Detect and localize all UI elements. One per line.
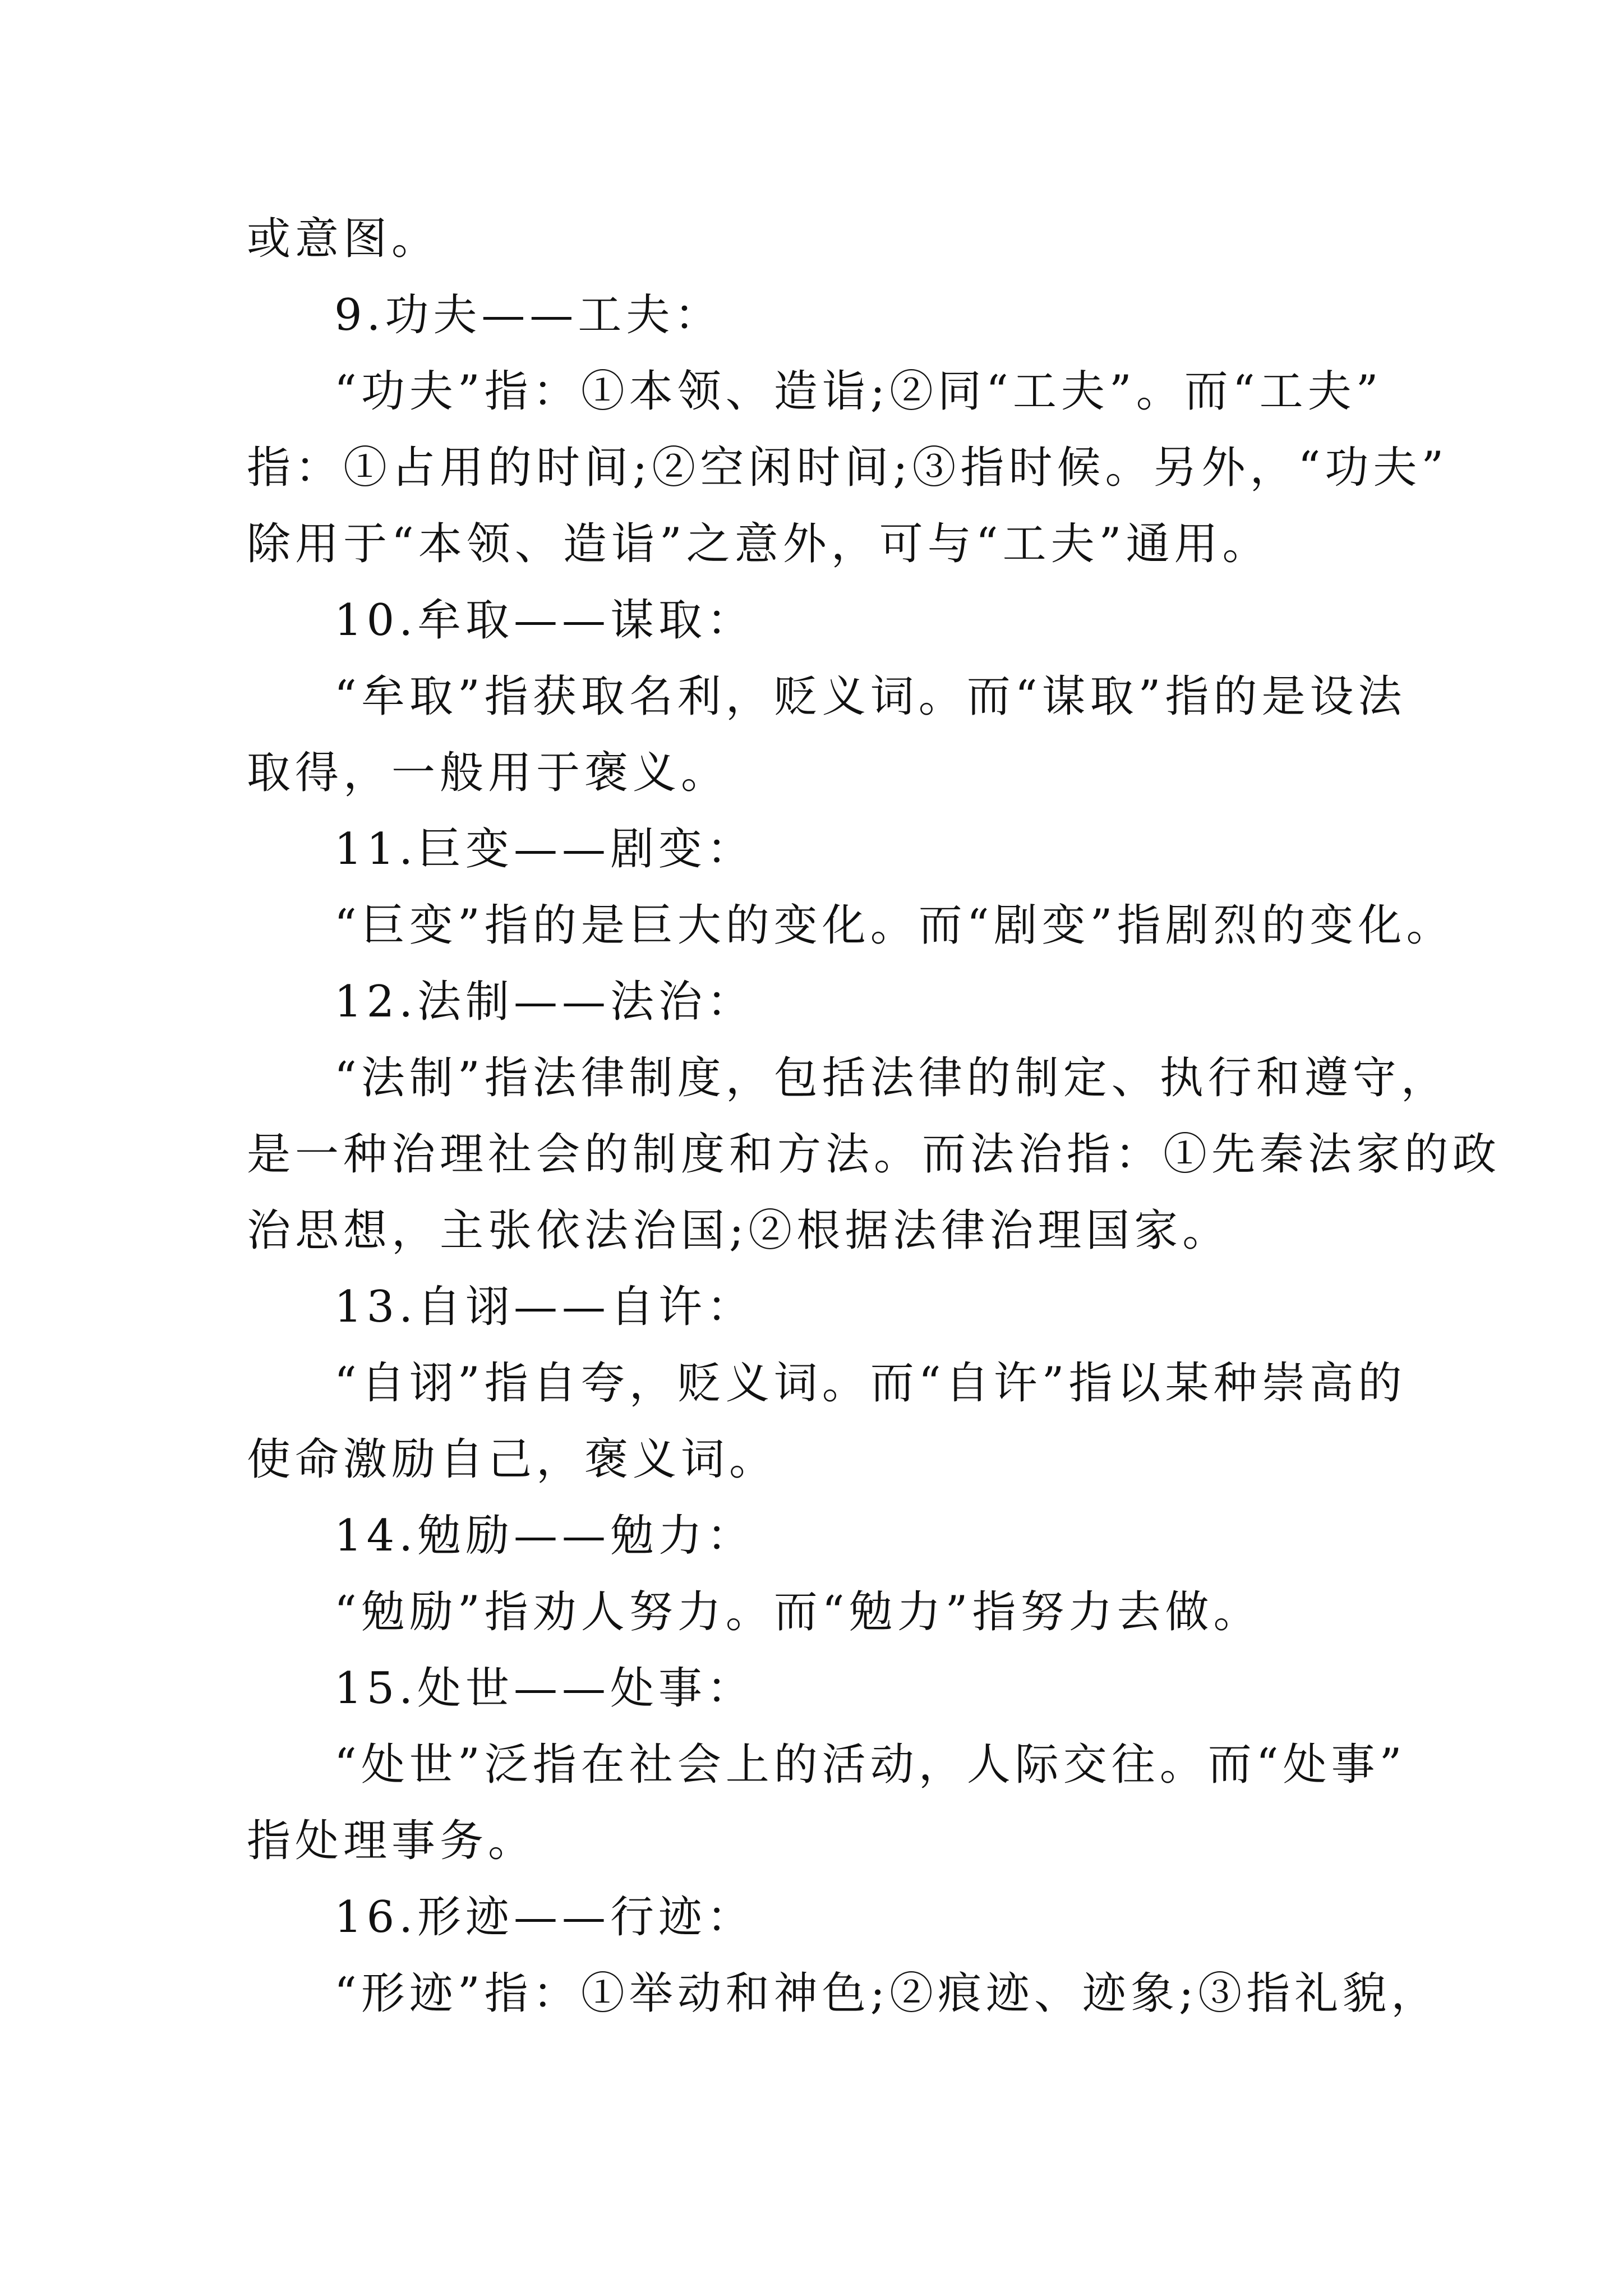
text-line: 治思想，主张依法治国;②根据法律治理国家。 <box>247 1205 1231 1256</box>
text-line: “自诩”指自夸，贬义词。而“自许”指以某种崇高的 <box>334 1358 1407 1409</box>
text-line: 使命激励自己，褒义词。 <box>247 1434 778 1485</box>
text-line: “形迹”指：①举动和神色;②痕迹、迹象;③指礼貌， <box>334 1968 1440 2019</box>
text-line: 除用于“本领、造诣”之意外，可与“工夫”通用。 <box>247 519 1271 569</box>
section-heading: 14.勉励——勉力： <box>334 1511 755 1561</box>
text-line: “勉励”指劝人努力。而“勉力”指努力去做。 <box>334 1587 1262 1637</box>
section-heading: 10.牟取——谋取： <box>334 595 755 646</box>
section-heading: 15.处世——处事： <box>334 1663 755 1714</box>
text-line: 是一种治理社会的制度和方法。而法治指：①先秦法家的政 <box>247 1129 1501 1180</box>
section-heading: 9.功夫——工夫： <box>334 290 723 341</box>
section-heading: 13.自诩——自许： <box>334 1282 755 1332</box>
text-line: “处世”泛指在社会上的活动，人际交往。而“处事” <box>334 1740 1407 1790</box>
text-line: 指处理事务。 <box>247 1816 537 1866</box>
section-heading: 11.巨变——剧变： <box>334 824 755 875</box>
text-line: 取得，一般用于褒义。 <box>247 748 730 798</box>
text-line: “法制”指法律制度，包括法律的制定、执行和遵守， <box>334 1053 1449 1103</box>
text-line: “巨变”指的是巨大的变化。而“剧变”指剧烈的变化。 <box>334 900 1455 951</box>
section-heading: 16.形迹——行迹： <box>334 1892 755 1943</box>
text-line: 或意图。 <box>247 214 440 264</box>
text-line: 指：①占用的时间;②空闲时间;③指时候。另外，“功夫” <box>247 443 1449 493</box>
text-line: “牟取”指获取名利，贬义词。而“谋取”指的是设法 <box>334 671 1407 722</box>
text-line: “功夫”指：①本领、造诣;②同“工夫”。而“工夫” <box>334 366 1383 417</box>
section-heading: 12.法制——法治： <box>334 977 755 1027</box>
document-body <box>247 201 1501 2032</box>
